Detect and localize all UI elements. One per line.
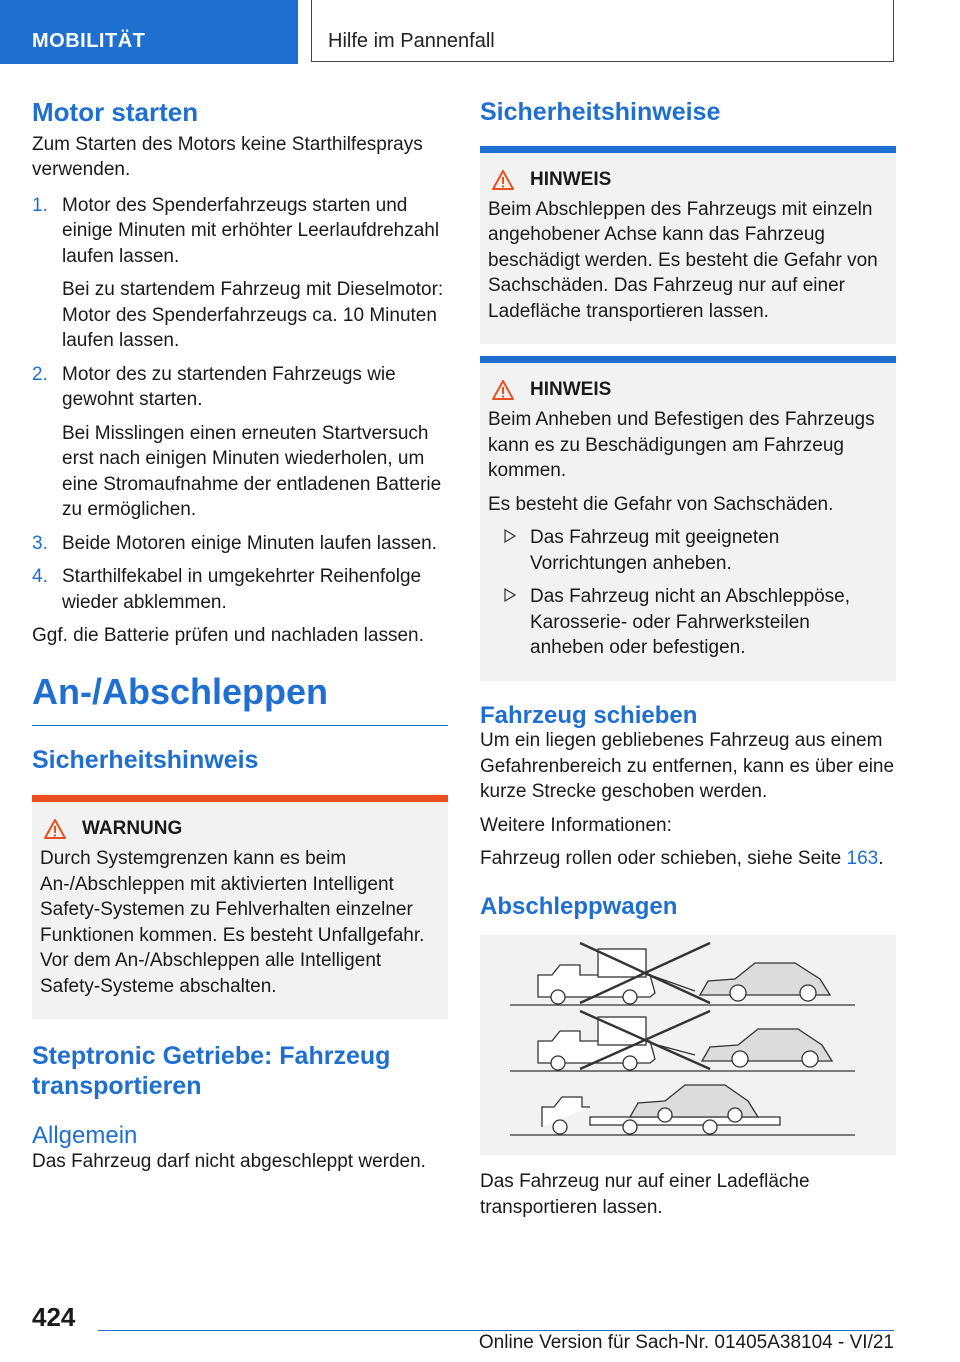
steptronic-heading: Steptronic Getriebe: Fahrzeug transportieren	[32, 1042, 391, 1100]
hint-label: HINWEIS	[530, 379, 612, 400]
list-item	[32, 362, 448, 523]
footer-divider	[98, 1330, 894, 1331]
list-item	[488, 525, 888, 576]
hint-text: Beim Abschleppen des Fahrzeugs mit einzeln angehobener Achse kann das Fahrzeug beschädigt werden. Es besteht die Gefahr von Sachschäden. Das Fahrzeug nur auf einer Ladefläche transportieren lassen.	[488, 198, 878, 322]
motor-start-outro: Ggf. die Batterie prüfen und nachladen lassen.	[32, 625, 424, 646]
warning-label: WARNUNG	[82, 818, 183, 839]
motor-start-heading: Motor starten	[32, 97, 199, 127]
page-link[interactable]: 163	[846, 848, 879, 869]
warning-icon	[492, 170, 514, 190]
general-heading: Allgemein	[32, 1122, 138, 1149]
section-title: MOBILITÄT	[32, 30, 146, 52]
tow-truck-caption: Das Fahrzeug nur auf einer Ladefläche transportieren lassen.	[480, 1171, 810, 1218]
hint-label: HINWEIS	[530, 168, 612, 190]
general-text: Das Fahrzeug darf nicht abgeschleppt werden.	[32, 1150, 426, 1172]
towing-heading: An-/Abschleppen	[32, 671, 448, 726]
right-column	[480, 100, 896, 1220]
hint-box	[480, 356, 896, 681]
step-text: Beide Motoren einige Minuten laufen lassen.	[62, 532, 437, 554]
hint-text: Beim Anheben und Befestigen des Fahrzeugs kann es zu Beschädigungen am Fahrzeug kommen.	[488, 409, 875, 481]
safety-heading: Sicherheitshinweis	[32, 745, 259, 774]
start-steps-list	[32, 193, 448, 616]
motor-start-intro: Zum Starten des Motors keine Starthilfesprays verwenden.	[32, 133, 423, 180]
warning-text: Durch Systemgrenzen kann es beim An-/Abschleppen mit aktivierten Intelligent Safety-Systemen zu Fehlverhalten einzelner Funktionen kommen. Es besteht Unfallgefahr. Vor dem An-/Abschleppen alle Intelligent Safety-Systeme abschalten.	[40, 848, 425, 997]
hint-title	[488, 169, 888, 191]
step-text: Starthilfekabel in umgekehrter Reihenfolge wieder abklemmen.	[62, 566, 422, 613]
reference-end: .	[878, 848, 884, 869]
step-number: 4.	[32, 566, 48, 587]
bullet-text: Das Fahrzeug nicht an Abschleppöse, Karosserie- oder Fahrwerksteilen anheben oder befestigen.	[530, 586, 851, 658]
section-tab	[0, 0, 298, 64]
page-number: 424	[32, 1302, 76, 1332]
footer-version: Online Version für Sach-Nr. 01405A38104 - VI/21	[478, 1332, 894, 1353]
warning-icon	[44, 819, 66, 839]
step-extra: Bei zu startendem Fahrzeug mit Dieselmotor: Motor des Spenderfahrzeugs ca. 10 Minuten laufen lassen.	[62, 279, 444, 351]
step-number: 2.	[32, 363, 48, 385]
push-text: Um ein liegen gebliebenes Fahrzeug aus einem Gefahrenbereich zu entfernen, kann es über eine kurze Strecke geschoben werden.	[480, 730, 895, 802]
push-heading: Fahrzeug schieben	[480, 701, 698, 729]
hint-box	[480, 146, 896, 345]
bullet-text: Das Fahrzeug mit geeigneten Vorrichtungen anheben.	[530, 527, 780, 574]
more-info-label: Weitere Informationen:	[480, 814, 672, 836]
step-number: 3.	[32, 532, 48, 554]
step-number: 1.	[32, 194, 48, 216]
tow-truck-illustration	[480, 935, 896, 1155]
list-item	[32, 193, 448, 354]
chapter-title: Hilfe im Pannenfall	[328, 30, 495, 52]
chapter-tab	[311, 0, 894, 62]
step-extra: Bei Misslingen einen erneuten Startversuch erst nach einigen Minuten wiederholen, um eine Stromaufnahme der entladenen Batterie zu ermöglichen.	[62, 422, 442, 520]
bullet-triangle-icon	[504, 588, 516, 602]
hint-text-2: Es besteht die Gefahr von Sachschäden.	[488, 493, 834, 515]
list-item	[32, 564, 448, 615]
list-item	[32, 531, 448, 557]
warning-box	[32, 795, 448, 1019]
tow-truck-drawing	[480, 935, 896, 1155]
step-text: Motor des zu startenden Fahrzeugs wie gewohnt starten.	[62, 363, 396, 410]
warning-title	[40, 818, 440, 840]
list-item	[488, 584, 888, 661]
step-text: Motor des Spenderfahrzeugs starten und einige Minuten mit erhöhter Leerlaufdrehzahl laufen lassen.	[62, 194, 440, 267]
bullet-triangle-icon	[504, 529, 516, 543]
reference-text: Fahrzeug rollen oder schieben, siehe Seite	[480, 848, 847, 869]
hint-title	[488, 379, 888, 401]
warning-icon	[492, 380, 514, 400]
safety-hints-heading: Sicherheitshinweise	[480, 98, 721, 126]
page-reference	[480, 846, 896, 872]
tow-truck-heading: Abschleppwagen	[480, 892, 678, 920]
left-column	[32, 97, 448, 1174]
